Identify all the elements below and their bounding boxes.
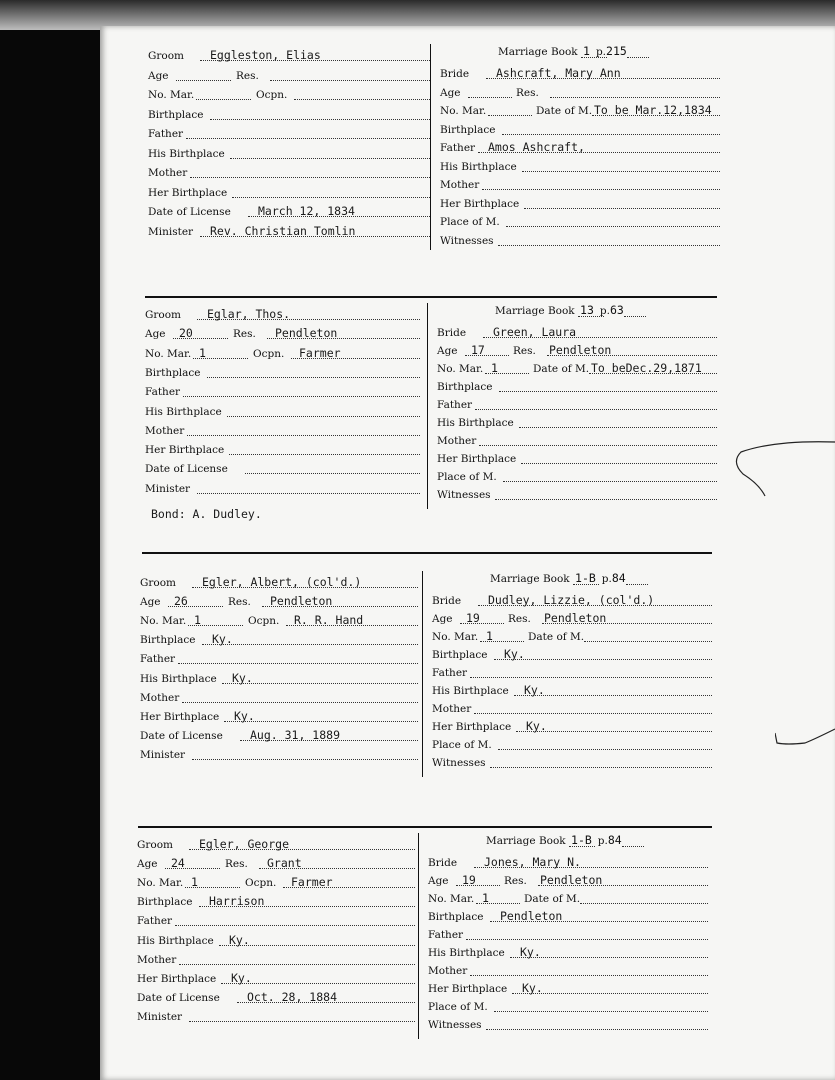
page-number: 84 <box>611 571 626 585</box>
field-value: Jones, Mary N. <box>484 855 581 869</box>
field-label: No. Mar. <box>140 615 187 628</box>
groom-field-father <box>145 382 420 400</box>
groom-column <box>137 835 415 1045</box>
column-divider <box>427 303 428 509</box>
field-value: Amos Ashcraft, <box>488 140 585 154</box>
field-value: Ky. <box>232 670 253 685</box>
field-value: Ky. <box>234 708 255 723</box>
field-label: Res. <box>513 345 536 357</box>
field-label: Bride <box>440 68 470 80</box>
field-value: Eggleston, Elias <box>210 48 321 62</box>
bride-field-no-mar <box>437 359 717 377</box>
marriage-book-ref <box>486 833 644 847</box>
field-label: Her Birthplace <box>428 983 508 995</box>
field-label: No. Mar. <box>428 893 475 905</box>
bride-field-place-of-m <box>432 735 712 753</box>
field-label: His Birthplace <box>140 672 217 685</box>
field-value: Pendleton <box>500 909 563 923</box>
field-underline <box>466 939 708 940</box>
field-value: Ky. <box>212 632 233 647</box>
groom-field-birthplace <box>137 892 415 910</box>
marriage-book-label: Marriage Book <box>486 835 566 847</box>
field-value: March 12, 1834 <box>258 204 355 218</box>
field-value: 19 <box>466 611 480 625</box>
groom-field-father <box>137 911 415 929</box>
field-underline <box>498 245 720 246</box>
field-underline <box>499 391 717 392</box>
field-label: Minister <box>148 225 194 238</box>
field-label: Father <box>137 915 173 928</box>
bride-field-his-birthplace <box>432 681 712 699</box>
groom-field-her-birthplace <box>140 707 418 725</box>
field-label: Her Birthplace <box>440 197 520 210</box>
bride-field-name <box>428 853 708 871</box>
field-label: Date of M. <box>524 893 581 905</box>
field-underline <box>495 499 717 500</box>
field-value: Oct. 28, 1884 <box>247 989 338 1004</box>
page-number: 84 <box>607 833 622 847</box>
field-value: Ky. <box>504 647 525 661</box>
field-value: 20 <box>179 326 193 341</box>
field-label: Birthplace <box>440 123 496 136</box>
marriage-book-label: Marriage Book <box>490 573 570 585</box>
page-number: 215 <box>606 44 627 58</box>
groom-field-no-mar <box>140 611 418 629</box>
field-label: Her Birthplace <box>437 453 517 465</box>
field-label: Bride <box>432 595 462 607</box>
field-label: Age <box>148 69 169 82</box>
field-label: Minister <box>145 482 191 495</box>
field-label: Place of M. <box>440 216 500 228</box>
field-label: Mother <box>428 965 468 977</box>
bride-field-birthplace <box>432 645 712 663</box>
field-label: Mother <box>432 703 472 715</box>
record-separator <box>145 296 717 298</box>
field-label: His Birthplace <box>432 685 509 697</box>
field-value: Ashcraft, Mary Ann <box>496 66 621 80</box>
field-underline <box>192 759 418 760</box>
bride-field-witnesses <box>432 753 712 771</box>
groom-field-minister <box>137 1007 415 1025</box>
field-value: Egler, George <box>199 837 290 851</box>
field-label: Date of M. <box>533 363 590 375</box>
bride-column <box>432 571 712 781</box>
field-label: Place of M. <box>428 1001 488 1013</box>
field-underline <box>187 435 420 436</box>
bride-field-father <box>437 395 717 413</box>
field-value: 17 <box>471 343 485 357</box>
field-value: 1 <box>482 891 489 905</box>
field-label: Father <box>140 653 176 666</box>
bride-field-witnesses <box>428 1015 708 1033</box>
field-underline <box>179 964 415 965</box>
field-label: Date of M. <box>528 631 585 643</box>
marriage-book-number: 1 <box>583 44 590 58</box>
field-label: Age <box>140 596 161 609</box>
page-label: p. <box>595 46 607 58</box>
field-underline <box>183 396 420 397</box>
field-label: No. Mar. <box>145 347 192 360</box>
field-value: Pendleton <box>544 611 607 625</box>
field-value: 19 <box>462 873 476 887</box>
field-label: His Birthplace <box>137 934 214 947</box>
field-underline <box>622 846 644 847</box>
field-label: Date of License <box>145 463 228 476</box>
field-label: No. Mar. <box>437 363 484 375</box>
field-label: Res. <box>516 86 539 99</box>
field-underline <box>624 316 646 317</box>
margin-pencil-mark <box>775 725 835 750</box>
field-label: Res. <box>504 875 527 887</box>
groom-field-date-of-license <box>140 726 418 744</box>
field-underline <box>202 644 418 645</box>
bride-field-his-birthplace <box>428 943 708 961</box>
field-label: Mother <box>148 167 188 179</box>
field-label: Her Birthplace <box>145 444 225 457</box>
field-underline <box>580 903 708 904</box>
field-label: Her Birthplace <box>432 721 512 733</box>
page-label: p. <box>601 573 612 585</box>
field-label: Birthplace <box>137 896 193 909</box>
field-underline <box>506 226 720 227</box>
field-value: Ky. <box>524 683 545 697</box>
field-value: 1 <box>191 875 198 890</box>
field-value: Pendleton <box>270 594 333 609</box>
field-label: Res. <box>225 858 248 871</box>
groom-field-no-mar <box>145 344 420 362</box>
field-value: R. R. Hand <box>294 613 364 628</box>
bride-field-mother <box>428 961 708 979</box>
field-value: Pendleton <box>540 873 603 887</box>
field-underline <box>498 749 712 750</box>
field-underline <box>245 473 420 474</box>
field-label: Date of License <box>137 991 220 1004</box>
field-label: Father <box>437 399 473 411</box>
field-label: No. Mar. <box>432 631 479 643</box>
margin-pencil-mark <box>735 440 835 500</box>
field-label: His Birthplace <box>145 405 222 418</box>
field-underline <box>175 925 415 926</box>
field-value: 1 <box>491 361 498 375</box>
bride-field-his-birthplace <box>437 413 717 431</box>
field-label: Mother <box>437 435 477 447</box>
bond-note: Bond: A. Dudley. <box>151 507 262 521</box>
field-label: Age <box>428 875 449 887</box>
marriage-book-ref <box>495 303 646 317</box>
field-label: Age <box>440 86 461 99</box>
marriage-book-label: Marriage Book <box>495 305 575 317</box>
field-label: Mother <box>140 691 180 704</box>
field-value: Pendleton <box>549 343 612 357</box>
bride-column <box>428 833 708 1043</box>
field-label: Place of M. <box>437 471 497 483</box>
field-label: Date of M. <box>536 105 593 117</box>
bride-field-father <box>432 663 712 681</box>
field-value: Harrison <box>209 894 265 909</box>
field-label: Father <box>145 386 181 399</box>
field-underline <box>486 1029 708 1030</box>
groom-field-his-birthplace <box>145 402 420 420</box>
bride-field-witnesses <box>440 231 720 249</box>
marriage-book-number: 1-B <box>575 571 596 585</box>
bride-field-no-mar <box>428 889 708 907</box>
field-label: Bride <box>437 327 467 339</box>
field-value: 1 <box>486 629 493 643</box>
bride-field-mother <box>437 431 717 449</box>
field-underline <box>227 416 420 417</box>
field-label: Minister <box>140 748 186 761</box>
groom-field-father <box>140 649 418 667</box>
groom-field-date-of-license <box>137 988 415 1006</box>
field-value: Farmer <box>291 875 333 890</box>
field-value: Egler, Albert, (col'd.) <box>202 575 362 589</box>
field-label: Father <box>148 128 184 140</box>
field-label: No. Mar. <box>137 877 184 890</box>
groom-field-age <box>140 592 418 610</box>
field-underline <box>479 445 717 446</box>
groom-field-age <box>137 854 415 872</box>
field-label: Ocpn. <box>248 615 280 628</box>
page-number: 63 <box>609 303 624 317</box>
groom-field-mother <box>140 688 418 706</box>
page-label: p. <box>599 305 610 317</box>
groom-field-name <box>137 835 415 853</box>
groom-field-his-birthplace <box>140 669 418 687</box>
field-value: Pendleton <box>275 326 338 341</box>
field-value: Farmer <box>299 345 341 360</box>
field-label: Groom <box>140 577 177 589</box>
field-label: Birthplace <box>140 634 196 647</box>
groom-field-no-mar <box>137 873 415 891</box>
field-label: No. Mar. <box>440 105 487 117</box>
field-label: Her Birthplace <box>140 710 220 723</box>
groom-field-her-birthplace <box>145 440 420 458</box>
field-label: Age <box>137 858 158 871</box>
field-label: Date of License <box>140 729 223 742</box>
field-label: Res. <box>228 596 251 609</box>
field-label: Witnesses <box>432 757 486 769</box>
field-underline <box>182 702 418 703</box>
marriage-book-ref <box>490 571 648 585</box>
bride-field-her-birthplace <box>437 449 717 467</box>
field-underline <box>207 377 420 378</box>
field-label: Bride <box>428 857 458 869</box>
field-label: Groom <box>137 839 174 851</box>
field-label: Birthplace <box>437 381 493 393</box>
bride-field-birthplace <box>437 377 717 395</box>
field-label: Res. <box>233 328 256 341</box>
bride-field-mother <box>432 699 712 717</box>
field-label: Her Birthplace <box>148 186 228 199</box>
field-label: Her Birthplace <box>137 972 217 985</box>
field-label: Ocpn. <box>245 877 277 890</box>
bride-field-name <box>432 591 712 609</box>
field-value: Ky. <box>229 932 250 947</box>
field-label: Birthplace <box>432 649 488 661</box>
field-label: His Birthplace <box>148 147 225 160</box>
bride-field-father <box>428 925 708 943</box>
groom-field-birthplace <box>140 630 418 648</box>
field-label: Res. <box>508 613 531 625</box>
field-label: Minister <box>137 1010 183 1023</box>
groom-field-his-birthplace <box>137 931 415 949</box>
bride-column <box>437 303 717 513</box>
field-label: No. Mar. <box>148 89 195 101</box>
field-label: Mother <box>145 424 185 437</box>
field-value: 1 <box>199 345 206 360</box>
field-label: Age <box>437 345 458 357</box>
bride-field-witnesses <box>437 485 717 503</box>
groom-field-her-birthplace <box>137 969 415 987</box>
groom-field-name <box>140 573 418 591</box>
field-value: Dudley, Lizzie, (col'd.) <box>488 593 655 607</box>
field-underline <box>229 454 420 455</box>
field-underline <box>470 677 712 678</box>
field-value: To be Mar.12,1834 <box>594 103 712 117</box>
field-underline <box>626 584 648 585</box>
bride-field-age <box>437 341 717 359</box>
field-label: Father <box>428 929 464 941</box>
groom-column <box>145 305 420 515</box>
field-label: Res. <box>236 69 259 82</box>
bride-field-birthplace <box>428 907 708 925</box>
groom-field-name <box>145 305 420 323</box>
groom-field-mother <box>145 421 420 439</box>
field-value: 1 <box>194 613 201 628</box>
field-value: Grant <box>267 856 302 871</box>
field-label: Witnesses <box>428 1019 482 1031</box>
field-underline <box>494 659 712 660</box>
groom-field-minister <box>145 479 420 497</box>
marriage-book-number: 13 <box>580 303 594 317</box>
field-value: Ky. <box>520 945 541 959</box>
field-value: Ky. <box>231 970 252 985</box>
bride-field-place-of-m <box>440 212 720 230</box>
field-value: Green, Laura <box>493 325 577 339</box>
field-label: His Birthplace <box>428 947 505 959</box>
bride-field-place-of-m <box>437 467 717 485</box>
record-separator <box>142 552 712 554</box>
field-underline <box>521 463 717 464</box>
field-underline <box>519 427 717 428</box>
field-label: Witnesses <box>437 489 491 501</box>
field-label: Father <box>440 142 476 154</box>
groom-field-minister <box>148 222 430 240</box>
field-value: Rev. Christian Tomlin <box>210 223 356 238</box>
field-underline <box>503 481 717 482</box>
field-underline <box>474 713 712 714</box>
field-label: Groom <box>148 50 185 62</box>
field-label: Place of M. <box>432 739 492 751</box>
field-value: Aug. 31, 1889 <box>250 727 341 742</box>
field-value: Ky. <box>526 719 547 733</box>
bride-field-her-birthplace <box>428 979 708 997</box>
record-separator <box>138 826 712 828</box>
field-value: To beDec.29,1871 <box>591 361 702 375</box>
field-underline <box>178 663 418 664</box>
groom-field-date-of-license <box>145 459 420 477</box>
page-label: p. <box>597 835 608 847</box>
bride-field-name <box>437 323 717 341</box>
field-label: Age <box>145 328 166 341</box>
bride-field-her-birthplace <box>432 717 712 735</box>
bride-field-age <box>432 609 712 627</box>
bride-field-age <box>428 871 708 889</box>
field-label: His Birthplace <box>440 160 517 173</box>
field-label: Groom <box>145 309 182 321</box>
field-label: Birthplace <box>145 366 201 379</box>
marriage-book-label: Marriage Book <box>498 46 578 58</box>
field-label: Birthplace <box>428 911 484 923</box>
marriage-book-number: 1-B <box>571 833 592 847</box>
field-label: Ocpn. <box>253 347 285 360</box>
field-value: 26 <box>174 594 188 609</box>
field-label: Father <box>432 667 468 679</box>
groom-field-birthplace <box>145 363 420 381</box>
field-underline <box>494 1011 708 1012</box>
column-divider <box>422 571 423 777</box>
field-underline <box>470 975 708 976</box>
field-underline <box>490 767 712 768</box>
field-label: Date of License <box>148 206 231 218</box>
field-label: Witnesses <box>440 234 494 247</box>
field-underline <box>197 493 420 494</box>
bride-field-no-mar <box>432 627 712 645</box>
field-underline <box>584 641 712 642</box>
column-divider <box>418 833 419 1039</box>
field-underline <box>189 1021 415 1022</box>
groom-field-mother <box>137 950 415 968</box>
field-value: Ky. <box>522 981 543 995</box>
field-label: Ocpn. <box>256 89 288 101</box>
groom-column <box>140 573 418 783</box>
field-underline <box>475 409 717 410</box>
field-label: Mother <box>137 953 177 966</box>
groom-field-minister <box>140 745 418 763</box>
field-label: His Birthplace <box>437 417 514 429</box>
field-label: Age <box>432 613 453 625</box>
field-value: 24 <box>171 856 185 871</box>
field-label: Birthplace <box>148 108 204 121</box>
bride-field-place-of-m <box>428 997 708 1015</box>
field-label: Mother <box>440 179 480 191</box>
field-value: Eglar, Thos. <box>207 307 291 321</box>
groom-field-age <box>145 324 420 342</box>
